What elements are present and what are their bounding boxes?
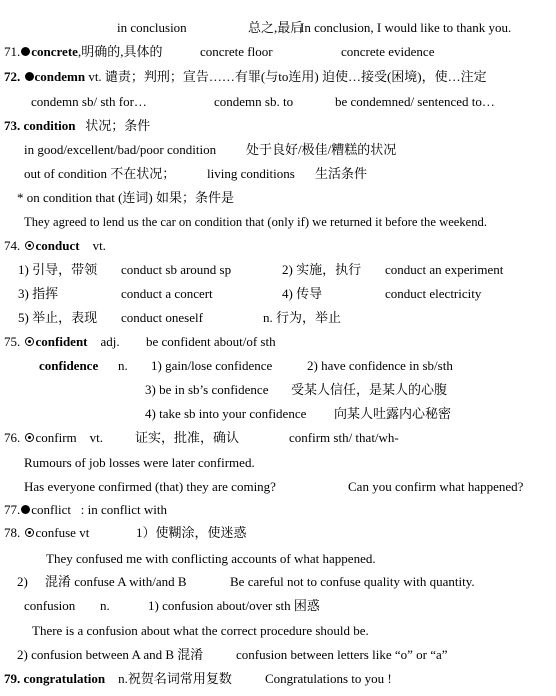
example-phrase: 3) be in sb’s confidence: [145, 382, 269, 397]
sense: 4) 传导: [282, 286, 323, 301]
filled-bullet-icon: [25, 72, 34, 81]
sense: 1）使糊涂，使迷惑: [136, 525, 247, 540]
entry-number: 71.: [4, 44, 21, 59]
headword: confuse: [35, 525, 76, 540]
example-phrase: confusion between letters like “o” or “a”: [236, 647, 448, 662]
example-phrase: concrete evidence: [341, 44, 435, 59]
headword: condemn: [34, 69, 86, 84]
example-phrase: 2) have confidence in sb/sth: [307, 358, 453, 373]
entry-number: 79.: [4, 671, 21, 686]
part-of-speech: n.: [118, 358, 128, 373]
headword: confidence: [39, 358, 99, 373]
entry-head: [4, 430, 103, 446]
entry-number: 78.: [4, 525, 21, 540]
part-of-speech: vt.: [89, 430, 104, 445]
filled-bullet-icon: [21, 47, 30, 56]
headword: confusion: [24, 598, 76, 613]
phrase: in conclusion: [117, 20, 187, 35]
example-phrase: condemn sb/ sth for…: [31, 94, 147, 109]
chinese-meaning: 处于良好/极佳/糟糕的状况: [246, 142, 397, 157]
example-sentence: Congratulations to you !: [265, 671, 392, 686]
definition: vt. 谴责；判刑；宣告……有罪(与to连用) 迫使…接受(困境)，使…注定: [85, 69, 487, 84]
circled-bullet-icon: [25, 528, 34, 537]
entry-head: [4, 44, 162, 60]
part-of-speech: adj.: [100, 334, 120, 349]
entry-number: 77.: [4, 502, 21, 517]
entry-number: 74.: [4, 238, 21, 253]
entry-head: [4, 671, 232, 687]
example-sentence: They confused me with conflicting accounts of what happened.: [46, 551, 376, 566]
sense: 1) 引导，带领: [18, 262, 98, 277]
circled-bullet-icon: [25, 337, 34, 346]
headword: congratulation: [23, 671, 106, 686]
part-of-speech: vt.: [92, 238, 106, 253]
chinese-meaning: 向某人吐露内心秘密: [334, 406, 452, 421]
example-phrase: 混淆 confuse A with/and B: [45, 574, 187, 589]
definition: : in conflict with: [80, 502, 168, 517]
sense: 3) 指挥: [18, 286, 59, 301]
example-sentence: Has everyone confirmed (that) they are coming?: [24, 479, 276, 494]
example-sentence: Be careful not to confuse quality with quantity.: [230, 574, 475, 589]
entry-head: [4, 525, 89, 541]
circled-bullet-icon: [25, 241, 34, 250]
headword: condition: [23, 118, 76, 133]
example-phrase: * on condition that (连词) 如果；条件是: [17, 190, 235, 205]
example-phrase: 4) take sb into your confidence: [145, 406, 307, 421]
part-of-speech: n.: [100, 598, 110, 613]
headword: confirm: [35, 430, 77, 445]
chinese-meaning: 受某人信任，是某人的心腹: [291, 382, 448, 397]
example-phrase: conduct a concert: [121, 286, 213, 301]
entry-number: 76.: [4, 430, 21, 445]
filled-bullet-icon: [21, 505, 30, 514]
chinese-meaning: 证实，批准，确认: [135, 430, 240, 445]
entry-head: [4, 238, 106, 254]
example-sentence: Can you confirm what happened?: [348, 479, 524, 494]
headword: confident: [35, 334, 88, 349]
example-phrase: 1) confusion about/over sth 困惑: [148, 598, 320, 613]
sense: 5) 举止，表现: [18, 310, 98, 325]
example-sentence: Rumours of job losses were later confirmed.: [24, 455, 255, 470]
example-sentence: In conclusion, I would like to thank you.: [300, 20, 512, 35]
example-phrase: concrete floor: [200, 44, 273, 59]
headword: conflict: [31, 502, 71, 517]
example-phrase: conduct sb around sp: [121, 262, 232, 277]
example-phrase: be confident about/of sth: [146, 334, 276, 349]
chinese-meaning: 总之,最后: [248, 20, 304, 35]
headword: conduct: [35, 238, 80, 253]
sense: 2) 实施，执行: [282, 262, 362, 277]
example-phrase: conduct an experiment: [385, 262, 504, 277]
entry-number: 73.: [4, 118, 21, 133]
entry-head: [4, 69, 487, 85]
sense-number: 2): [17, 574, 28, 589]
circled-bullet-icon: [25, 433, 34, 442]
example-phrase: 1) gain/lose confidence: [151, 358, 273, 373]
definition: n.祝贺名词常用复数: [118, 671, 232, 686]
example-phrase: out of condition 不在状况；: [24, 166, 176, 181]
chinese-meaning: 生活条件: [315, 166, 368, 181]
entry-number: 72.: [4, 69, 21, 84]
definition: 状况；条件: [85, 118, 151, 133]
example-sentence: There is a confusion about what the correct procedure should be.: [32, 623, 369, 638]
example-phrase: confirm sth/ that/wh-: [289, 430, 399, 445]
sense: n. 行为，举止: [263, 310, 342, 325]
example-phrase: living conditions: [207, 166, 295, 181]
example-sentence: They agreed to lend us the car on condition that (only if) we returned it before the weekend.: [24, 215, 487, 229]
example-phrase: be condemned/ sentenced to…: [335, 94, 495, 109]
entry-head: [4, 118, 150, 134]
example-phrase: conduct oneself: [121, 310, 203, 325]
headword: concrete: [31, 44, 78, 59]
example-phrase: conduct electricity: [385, 286, 482, 301]
entry-number: 75.: [4, 334, 21, 349]
entry-head: [4, 334, 120, 350]
example-phrase: condemn sb. to: [214, 94, 294, 109]
example-phrase: 2) confusion between A and B 混淆: [17, 647, 204, 662]
definition: ,明确的,具体的: [77, 44, 163, 59]
entry-head: [4, 502, 167, 518]
example-phrase: in good/excellent/bad/poor condition: [24, 142, 217, 157]
part-of-speech: vt: [79, 525, 90, 540]
